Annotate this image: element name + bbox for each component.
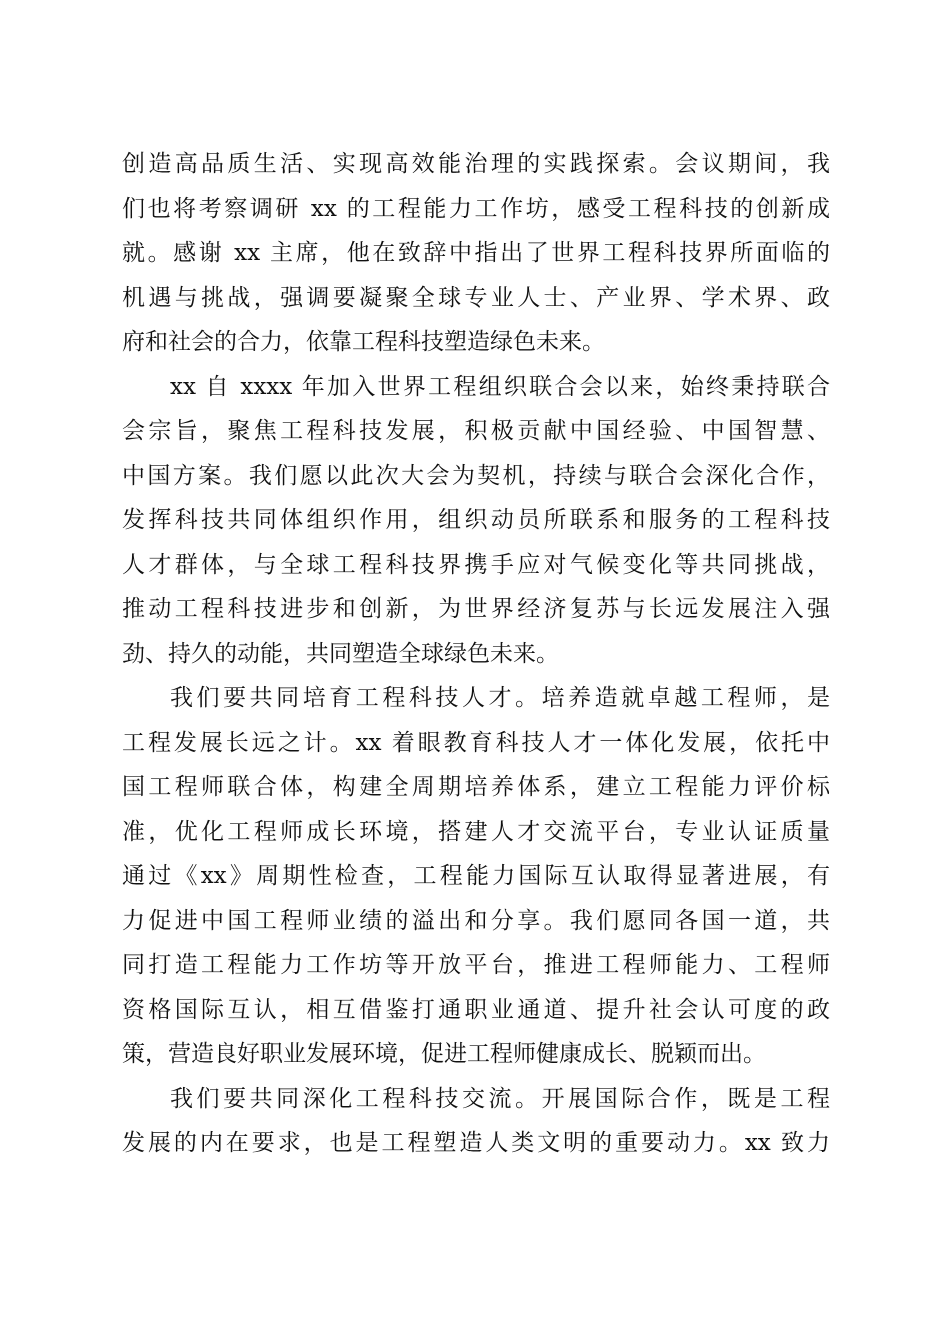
text-line: xx 自 xxxx 年加入世界工程组织联合会以来，始终秉持联合: [170, 373, 830, 400]
text-line: 准，优化工程师成长环境，搭建人才交流平台，专业认证质量: [122, 818, 830, 845]
text-line: 发展的内在要求，也是工程塑造人类文明的重要动力。xx 致力: [122, 1130, 830, 1156]
paragraph-3: [122, 676, 830, 1077]
document-body: [122, 142, 830, 1166]
text-line: 策，营造良好职业发展环境，促进工程师健康成长、脱颖而出。: [122, 1041, 766, 1067]
text-line: 力促进中国工程师业绩的溢出和分享。我们愿同各国一道，共: [122, 907, 830, 934]
text-line: 劲、持久的动能，共同塑造全球绿色未来。: [122, 640, 559, 667]
text-line: 通过《xx》周期性检查，工程能力国际互认取得显著进展，有: [122, 863, 830, 889]
text-line: 机遇与挑战，强调要凝聚全球专业人士、产业界、学术界、政: [122, 284, 830, 311]
text-line: 们也将考察调研 xx 的工程能力工作坊，感受工程科技的创新成: [122, 195, 830, 222]
text-line: 我们要共同培育工程科技人才。培养造就卓越工程师，是: [170, 685, 830, 711]
text-line: 发挥科技共同体组织作用，组织动员所联系和服务的工程科技: [122, 507, 830, 533]
text-line: 我们要共同深化工程科技交流。开展国际合作，既是工程: [170, 1085, 830, 1112]
text-line: 人才群体，与全球工程科技界携手应对气候变化等共同挑战，: [122, 551, 830, 578]
text-line: 创造高品质生活、实现高效能治理的实践探索。会议期间，我: [122, 151, 830, 177]
text-line: 府和社会的合力，依靠工程科技塑造绿色未来。: [122, 329, 605, 355]
text-line: 国工程师联合体，构建全周期培养体系，建立工程能力评价标: [122, 774, 830, 800]
text-line: 就。感谢 xx 主席，他在致辞中指出了世界工程科技界所面临的: [122, 240, 830, 266]
text-line: 中国方案。我们愿以此次大会为契机，持续与联合会深化合作，: [122, 462, 830, 489]
text-line: 同打造工程能力工作坊等开放平台，推进工程师能力、工程师: [122, 952, 830, 978]
paragraph-4: [122, 1077, 830, 1166]
paragraph-2: [122, 365, 830, 677]
paragraph-1: [122, 142, 830, 365]
text-line: 资格国际互认，相互借鉴打通职业通道、提升社会认可度的政: [122, 996, 830, 1023]
text-line: 会宗旨，聚焦工程科技发展，积极贡献中国经验、中国智慧、: [122, 418, 830, 444]
text-line: 工程发展长远之计。xx 着眼教育科技人才一体化发展，依托中: [122, 729, 830, 756]
text-line: 推动工程科技进步和创新，为世界经济复苏与长远发展注入强: [122, 596, 830, 622]
